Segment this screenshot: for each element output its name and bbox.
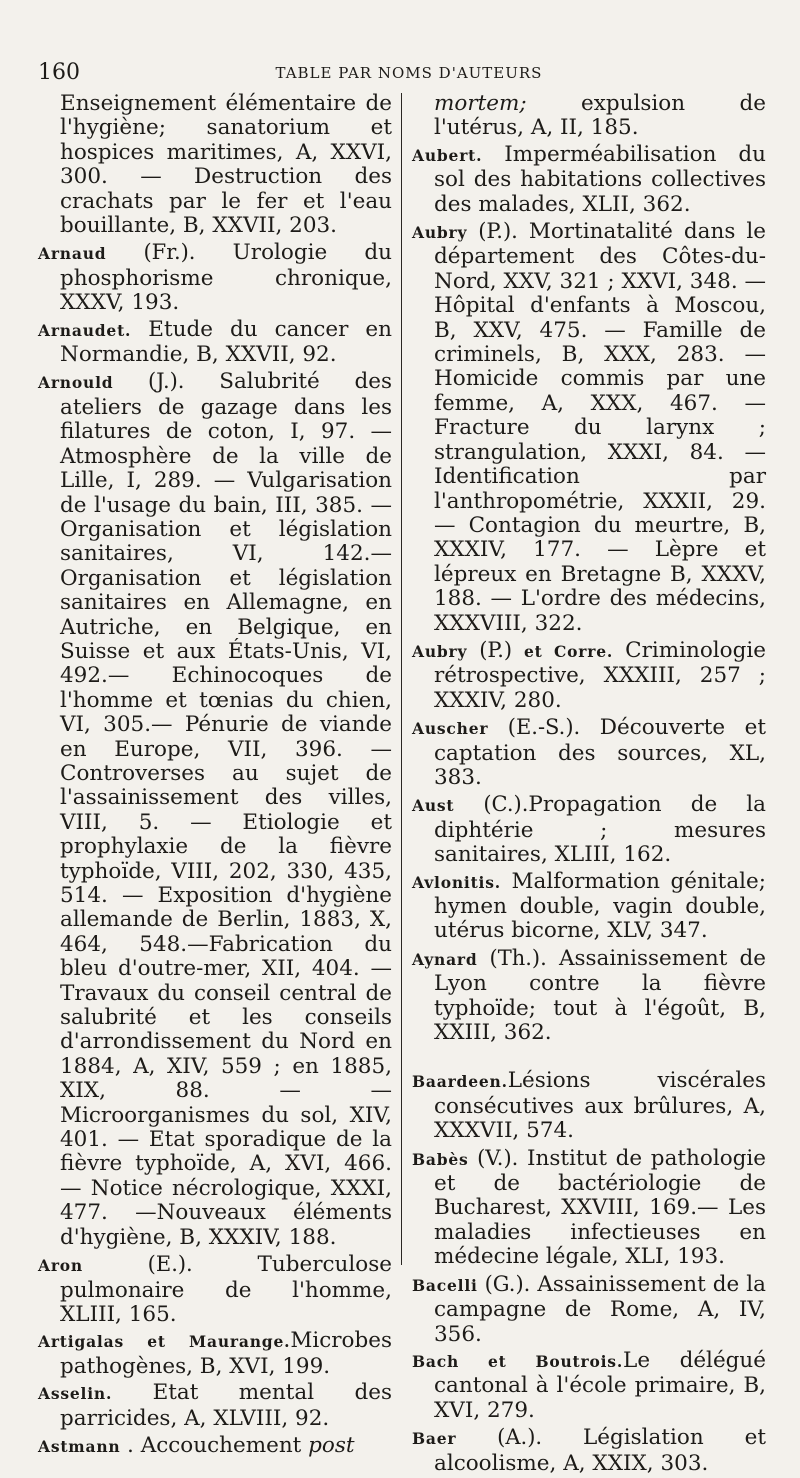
index-entry	[38, 1381, 392, 1431]
index-entry	[412, 870, 766, 944]
column-divider	[401, 93, 402, 1265]
entry-description: Malformation génitale; hymen double, vagin double, utérus bicorne, XLV, 347.	[434, 868, 766, 944]
index-entry	[38, 92, 392, 238]
page-number: 160	[38, 60, 80, 85]
italic-text: mortem;	[434, 91, 527, 116]
author-name: Arnaud	[38, 244, 107, 264]
author-initials: (A.).	[456, 1425, 543, 1450]
author-initials: .	[120, 1432, 134, 1457]
index-entry	[38, 1433, 392, 1459]
entry-description: Etude du cancer en Normandie, B, XXVII, 92.	[60, 316, 392, 368]
author-name: Aron	[38, 1256, 83, 1276]
italic-text: post	[308, 1432, 355, 1458]
author-name: Artigalas et Maurange.	[38, 1332, 291, 1352]
left-column	[38, 92, 392, 1461]
entry-description: Législation et alcoolisme, A, XXIX, 303.	[434, 1425, 766, 1476]
index-entry	[412, 92, 766, 141]
entry-description: expulsion de l'utérus, A, II, 185.	[434, 91, 766, 141]
author-name: Bacelli	[412, 1275, 478, 1295]
author-initials: (Th.).	[477, 945, 547, 970]
index-entry	[412, 638, 766, 713]
entry-description: Institut de pathologie et de bactériologie de Bucharest, XXVIII, 169.— Les maladies infectieuses en médecine légale, XLI, 193.	[434, 1145, 766, 1270]
index-entry	[412, 1146, 766, 1270]
co-author-name: et Corre.	[524, 641, 614, 661]
page-header	[38, 60, 780, 90]
entry-description: Mortinatalité dans le département des Côtes-du-Nord, XXV, 321 ; XXVI, 348. — Hôpital d'enfants à Moscou, B, XXV, 475. — Famille de criminels, B, XXX, 283. — Homicide commis par une femme, A, XXX, 467. — Fracture du larynx ; strangulation, XXXI, 84. — Identification par l'anthropométrie, XXXII, 29. — Contagion du meurtre, B, XXXIV, 177. — Lèpre et lépreux en Bretagne B, XXXV, 188. — L'ordre des médecins, XXXVIII, 322.	[434, 219, 766, 636]
entry-description: Le délégué cantonal à l'école primaire, B, XVI, 279.	[434, 1347, 766, 1423]
author-initials: (E.).	[83, 1252, 193, 1277]
author-initials: (P.)	[467, 637, 525, 662]
entry-description: Lésions viscérales consécutives aux brûlures, A, XXXVII, 574.	[434, 1068, 766, 1144]
author-name: Astmann	[38, 1436, 121, 1456]
author-name: Aubert.	[412, 145, 483, 165]
author-initials: (P.).	[467, 219, 518, 244]
author-initials: (Fr.).	[106, 240, 196, 265]
entry-description: Microbes pathogènes, B, XVI, 199.	[60, 1328, 392, 1379]
index-entry	[412, 1425, 766, 1476]
index-entry	[412, 143, 766, 217]
author-name: Aubry	[412, 223, 468, 243]
entry-description: Propagation de la diphtérie ; mesures sanitaires, XLIII, 162.	[434, 792, 767, 868]
author-name: Baer	[412, 1429, 457, 1449]
index-entry	[412, 1069, 766, 1143]
author-name: Aynard	[412, 949, 478, 969]
entry-description: Imperméabilisation du sol des habitations collectives des malades, XLII, 362.	[434, 141, 766, 217]
author-initials: (C.).	[454, 792, 529, 817]
author-initials: (J.).	[113, 369, 185, 394]
entry-description: Découverte et captation des sources, XL, 383.	[434, 715, 766, 790]
entry-description: Assainissement de Lyon contre la fièvre typhoïde; tout à l'égoût, B, XXIII, 362.	[434, 945, 766, 1046]
index-entry	[38, 369, 392, 1250]
index-entry	[412, 715, 766, 790]
index-entry	[412, 946, 766, 1046]
entry-description: Urologie du phosphorisme chronique, XXXV, 193.	[60, 240, 393, 316]
author-name: Bach et Boutrois.	[412, 1351, 624, 1371]
index-entry	[412, 219, 766, 636]
entry-description: Accouchement	[133, 1432, 309, 1458]
entry-description: Tuberculose pulmonaire de l'homme, XLIII, 165.	[60, 1252, 392, 1327]
running-title: TABLE PAR NOMS D'AUTEURS	[275, 64, 543, 82]
author-initials: (G.).	[477, 1271, 531, 1296]
right-column	[412, 92, 766, 1478]
author-name: Aust	[412, 796, 455, 816]
index-entry	[38, 240, 392, 315]
index-entry	[412, 1272, 766, 1347]
author-initials: (V.).	[468, 1145, 519, 1170]
index-entry	[38, 318, 392, 368]
entry-description: Criminologie rétrospective, XXXIII, 257 ; XXXIV, 280.	[434, 637, 766, 713]
author-name: Arnaudet.	[38, 320, 132, 340]
entry-description: Assainissement de la campagne de Rome, A, IV, 356.	[434, 1271, 766, 1347]
index-entry	[412, 1349, 766, 1423]
author-initials: (E.-S.).	[488, 715, 581, 740]
entry-description: Enseignement élémentaire de l'hygiène; sanatorium et hospices maritimes, A, XXVI, 300. — Destruction des crachats par le fer et l'eau bouillante, B, XXVII, 203.	[60, 91, 392, 239]
author-name: Aubry	[412, 641, 468, 661]
index-entry	[412, 792, 766, 867]
author-name: Babès	[412, 1149, 469, 1169]
author-name: Avlonitis.	[412, 872, 501, 892]
author-name: Baardeen.	[412, 1072, 508, 1092]
author-name: Arnould	[38, 373, 114, 393]
entry-description: Salubrité des ateliers de gazage dans les filatures de coton, I, 97. — Atmosphère de la ville de Lille, I, 289. — Vulgarisation de l'usage du bain, III, 385. — Organisation et législation sanitaires, VI, 142.—Organisation et législation sanitaires en Allemagne, en Autriche, en Belgique, en Suisse et aux États-Unis, VI, 492.— Echinocoques de l'homme et tœnias du chien, VI, 305.— Pénurie de viande en Europe, VII, 396. — Controverses au sujet de l'assainissement des villes, VIII, 5. — Etiologie et prophylaxie de la fièvre typhoïde, VIII, 202, 330, 435, 514. — Exposition d'hygiène allemande de Berlin, 1883, X, 464, 548.—Fabrication du bleu d'outre-mer, XII, 404. — Travaux du conseil central de salubrité et les conseils d'arrondissement du Nord en 1884, A, XIV, 559 ; en 1885, XIX, 88. — —Microorganismes du sol, XIV, 401. — Etat sporadique de la fièvre typhoïde, A, XVI, 466. — Notice nécrologique, XXXI, 477. —Nouveaux éléments d'hygiène, B, XXXIV, 188.	[60, 369, 392, 1250]
author-name: Asselin.	[38, 1384, 113, 1404]
entry-description: Etat mental des parricides, A, XLVIII, 92.	[60, 1380, 392, 1431]
index-entry	[38, 1252, 392, 1327]
author-name: Auscher	[412, 719, 489, 739]
index-entry	[38, 1329, 392, 1379]
